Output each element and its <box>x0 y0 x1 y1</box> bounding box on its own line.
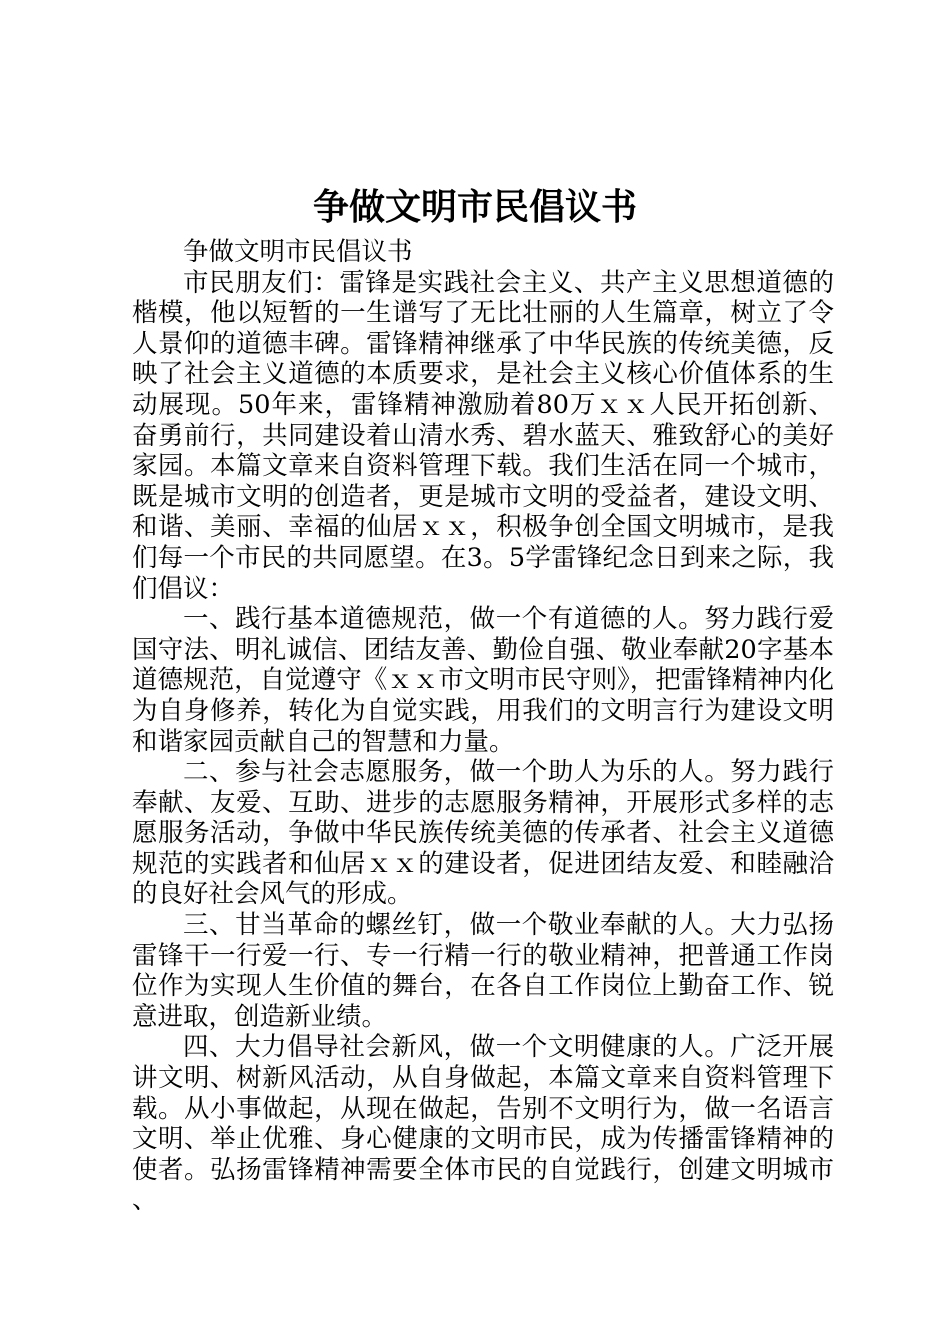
document-title: 争做文明市民倡议书 <box>312 187 637 228</box>
proposal-paragraph-1: 一、践行基本道德规范，做一个有道德的人。努力践行爱国守法、明礼诚信、团结友善、勤俭自强、敬业奉献20字基本道德规范，自觉遵守《ｘｘ市文明市民守则》，把雷锋精神内化为自身修养，转化为自觉实践，用我们的文明言行为建设文明和谐家园贡献自己的智慧和力量。 <box>132 604 834 757</box>
document-body <box>132 237 834 1216</box>
subtitle-paragraph: 争做文明市民倡议书 <box>183 237 413 267</box>
proposal-paragraph-2: 二、参与社会志愿服务，做一个助人为乐的人。努力践行奉献、友爱、互助、进步的志愿服务精神，开展形式多样的志愿服务活动，争做中华民族传统美德的传承者、社会主义道德规范的实践者和仙居ｘｘ的建设者，促进团结友爱、和睦融洽的良好社会风气的形成。 <box>132 757 834 910</box>
intro-paragraph: 市民朋友们：雷锋是实践社会主义、共产主义思想道德的楷模，他以短暂的一生谱写了无比壮丽的人生篇章，树立了令人景仰的道德丰碑。雷锋精神继承了中华民族的传统美德，反映了社会主义道德的本质要求，是社会主义核心价值体系的生动展现。50年来，雷锋精神激励着80万ｘｘ人民开拓创新、奋勇前行，共同建设着山清水秀、碧水蓝天、雅致舒心的美好家园。本篇文章来自资料管理下载。我们生活在同一个城市，既是城市文明的创造者，更是城市文明的受益者，建设文明、和谐、美丽、幸福的仙居ｘｘ，积极争创全国文明城市，是我们每一个市民的共同愿望。在3。5学雷锋纪念日到来之际，我们倡议： <box>132 267 834 604</box>
proposal-paragraph-4: 四、大力倡导社会新风，做一个文明健康的人。广泛开展讲文明、树新风活动，从自身做起，本篇文章来自资料管理下载。从小事做起，从现在做起，告别不文明行为，做一名语言文明、举止优雅、身心健康的文明市民，成为传播雷锋精神的使者。弘扬雷锋精神需要全体市民的自觉践行，创建文明城市、 <box>132 1032 834 1216</box>
proposal-paragraph-3: 三、甘当革命的螺丝钉，做一个敬业奉献的人。大力弘扬雷锋干一行爱一行、专一行精一行的敬业精神，把普通工作岗位作为实现人生价值的舞台，在各自工作岗位上勤奋工作、锐意进取，创造新业绩。 <box>132 910 834 1032</box>
